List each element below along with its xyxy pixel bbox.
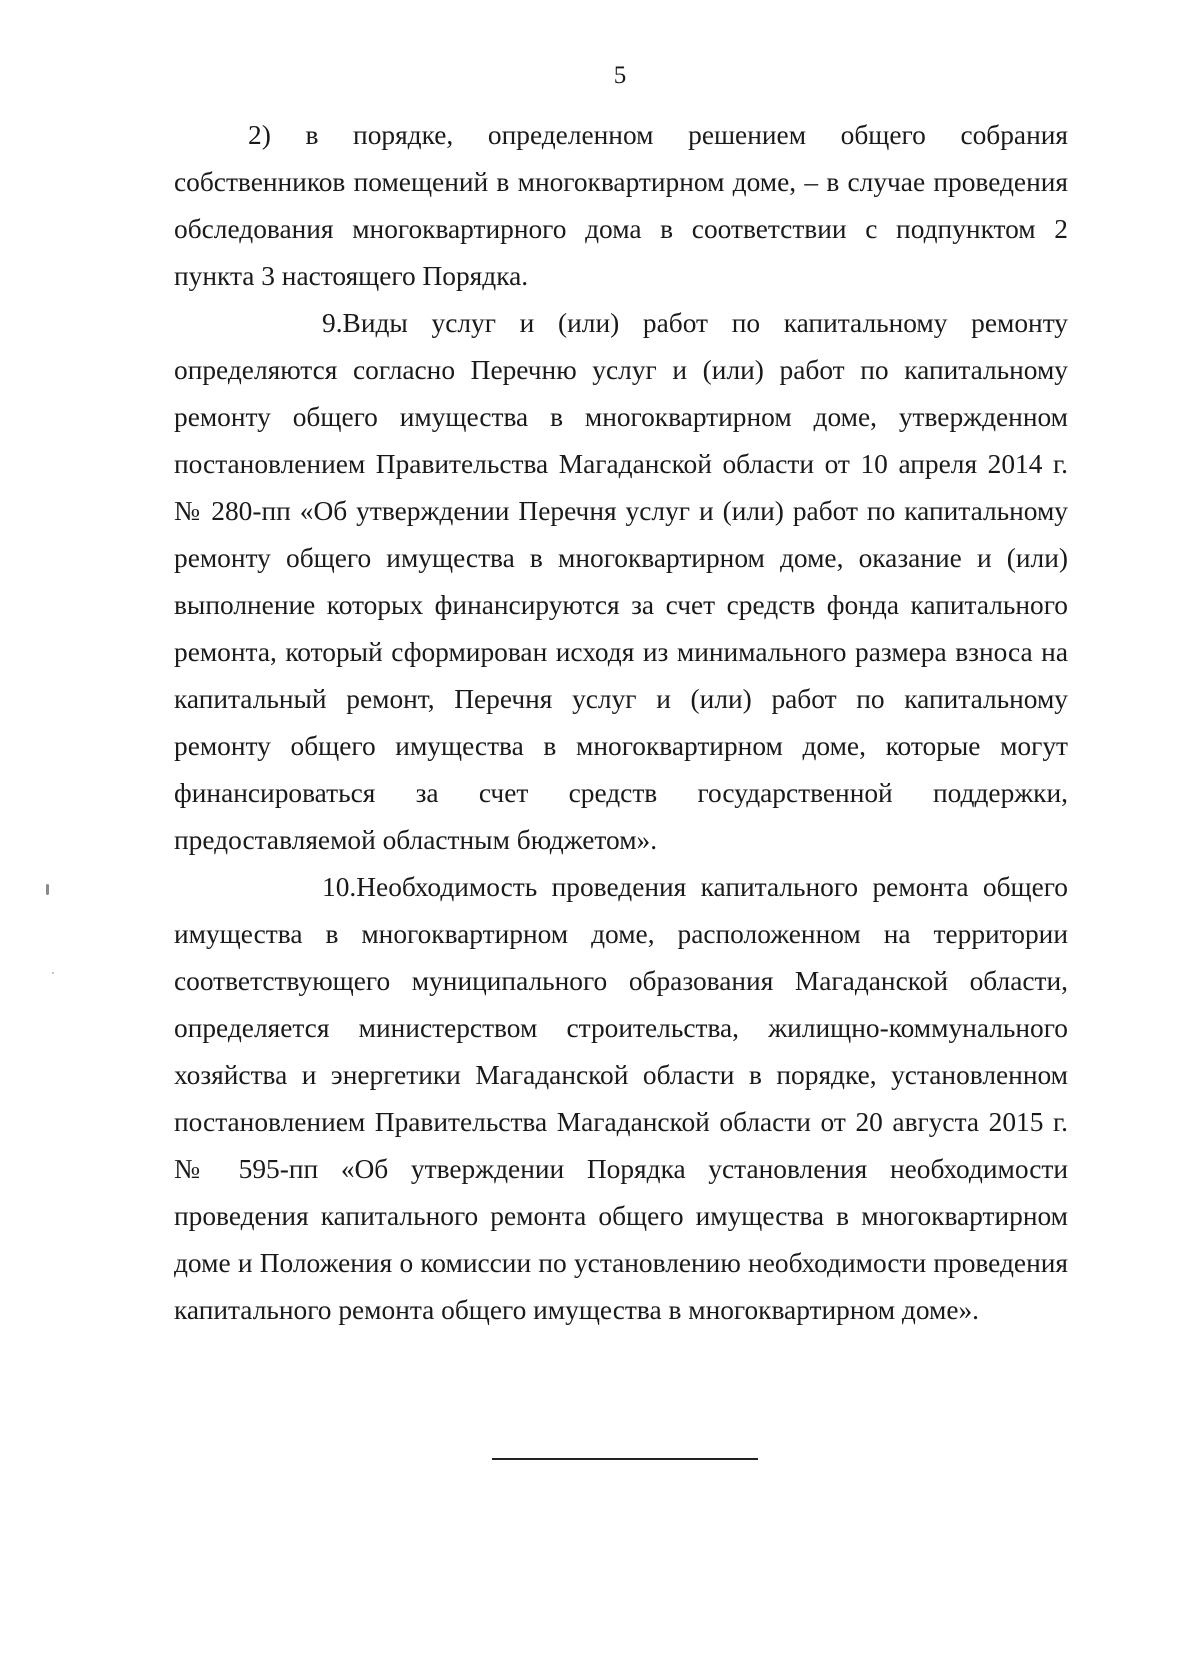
end-separator-line bbox=[492, 1458, 758, 1460]
paragraph-text: Виды услуг и (или) работ по капитальному ремонту определяются согласно Перечню услуг и (или) работ по капитальному ремонту общего имущества в многоквартирном доме, утвержденном постановлением Правительства Магаданской области от 10 апреля 2014 г. № 280-пп «Об утверждении Перечня услуг и (или) работ по капитальному ремонту общего имущества в многоквартирном доме, оказание и (или) выполнение которых финансируются за счет средств фонда капитального ремонта, который сформирован исходя из минимального размера взноса на капитальный ремонт, Перечня услуг и (или) работ по капитальному ремонту общего имущества в многоквартирном доме, которые могут финансироваться за счет средств государственной поддержки, предоставляемой областным бюджетом». bbox=[174, 308, 1068, 855]
paragraph-text: Необходимость проведения капитального ремонта общего имущества в многоквартирном доме, расположенном на территории соответствующего муниципального образования Магаданской области, определяется министерством строительства, жилищно-коммунального хозяйства и энергетики Магаданской области в порядке, установленном постановлением Правительства Магаданской области от 20 августа 2015 г. № 595-пп «Об утверждении Порядка установления необходимости проведения капитального ремонта общего имущества в многоквартирном доме и Положения о комиссии по установлению необходимости проведения капитального ремонта общего имущества в многоквартирном доме». bbox=[174, 872, 1068, 1325]
page-number: 5 bbox=[613, 62, 627, 89]
paragraph-number: 10. bbox=[322, 872, 357, 902]
paragraph-9 bbox=[174, 300, 1068, 864]
scan-artifact-dot bbox=[52, 972, 54, 974]
paragraph-text: 2) в порядке, определенном решением общего собрания собственников помещений в многоквартирном доме, – в случае проведения обследования многоквартирного дома в соответствии с подпунктом 2 пункта 3 настоящего Порядка. bbox=[174, 120, 1068, 291]
scan-artifact-mark bbox=[46, 884, 49, 895]
document-body bbox=[174, 112, 1068, 1334]
paragraph-item-2 bbox=[174, 112, 1068, 300]
paragraph-10 bbox=[174, 864, 1068, 1334]
paragraph-number: 9. bbox=[322, 308, 343, 338]
